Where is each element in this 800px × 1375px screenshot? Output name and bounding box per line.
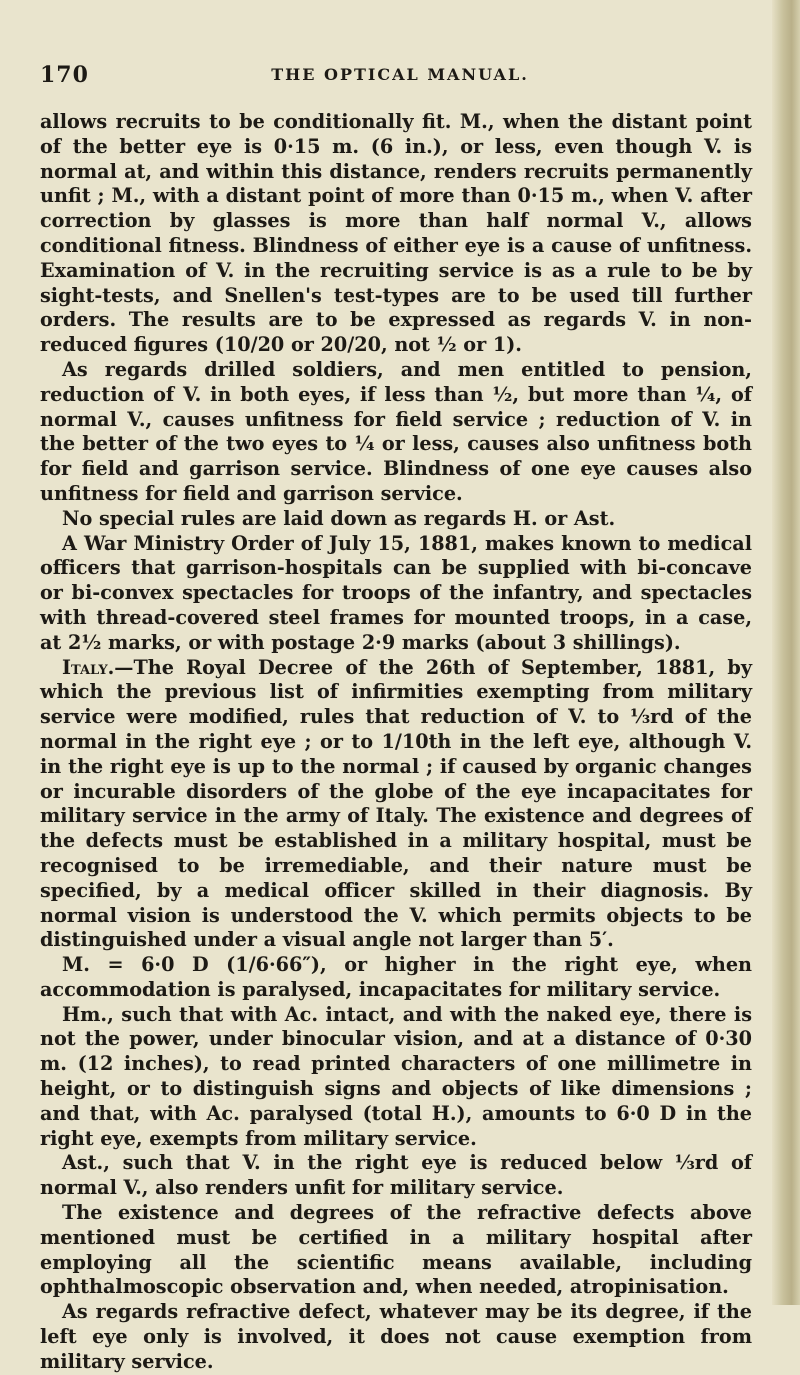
paragraph: allows recruits to be conditionally fit. M., when the distant point of the better eye is 0·15 m. (6 in.), or less, even though V. is normal at, and within this distance, renders recruits permanently unfit ; M., with a distant point of more than 0·15 m., when V. after correction by glasses is more than half normal V., allows conditional fitness. Blindness of either eye is a cause of unfitness. Examination of V. in the recruiting service is as a rule to be by sight-tests, and Snellen's test-types are to be used till further orders. The results are to be expressed as regards V. in non-reduced figures (10/20 or 20/20, not ½ or 1).	[40, 110, 752, 357]
paragraph: Hm., such that with Ac. intact, and with the naked eye, there is not the power, under binocular vision, and at a distance of 0·30 m. (12 inches), to read printed characters of one millimetre in height, or to distinguish signs and objects of like dimensions ; and that, with Ac. paralysed (total H.), amounts to 6·0 D in the right eye, exempts from military service.	[40, 1002, 752, 1150]
page-edge	[772, 0, 800, 1305]
body-text	[40, 110, 752, 1375]
paragraph: No special rules are laid down as regards H. or Ast.	[62, 506, 616, 530]
paragraph: M. = 6·0 D (1/6·66″), or higher in the right eye, when accommodation is paralysed, incapacitates for military service.	[40, 953, 752, 1001]
paragraph-text: —The Royal Decree of the 26th of September, 1881, by which the previous list of infirmities exempting from military service were modified, rules that reduction of V. to ⅓rd of the normal in the right eye ; or to 1/10th in the left eye, although V. in the right eye is up to the normal ; if caused by organic changes or incurable disorders of the globe of the eye incapacitates for military service in the army of Italy. The existence and degrees of the defects must be established in a military hospital, must be recognised to be irremediable, and their nature must be specified, by a medical officer skilled in their diagnosis. By normal vision is understood the V. which permits objects to be distinguished under a visual angle not larger than 5′.	[40, 655, 752, 952]
paragraph: A War Ministry Order of July 15, 1881, makes known to medical officers that garrison-hospitals can be supplied with bi-concave or bi-convex spectacles for troops of the infantry, and spectacles with thread-covered steel frames for mounted troops, in a case, at 2½ marks, or with postage 2·9 marks (about 3 shillings).	[40, 531, 752, 654]
running-head: THE OPTICAL MANUAL.	[271, 65, 529, 84]
paragraph: As regards refractive defect, whatever may be its degree, if the left eye only is involved, it does not cause exemption from military service.	[40, 1300, 752, 1373]
paragraph: The existence and degrees of the refractive defects above mentioned must be certified in a military hospital after employing all the scientific means available, including ophthalmoscopic observation and, when needed, atropinisation.	[40, 1201, 752, 1299]
paragraph	[40, 656, 752, 954]
page-header	[40, 62, 760, 92]
page-number: 170	[40, 62, 89, 88]
section-lead-italy: Italy.	[62, 655, 115, 679]
paragraph: Ast., such that V. in the right eye is reduced below ⅓rd of normal V., also renders unfit for military service.	[40, 1151, 752, 1200]
paragraph: As regards drilled soldiers, and men entitled to pension, reduction of V. in both eyes, if less than ½, but more than ¼, of normal V., causes unfitness for field service ; reduction of V. in the better of the two eyes to ¼ or less, causes also unfitness both for field and garrison service. Blindness of one eye causes also unfitness for field and garrison service.	[40, 357, 752, 505]
